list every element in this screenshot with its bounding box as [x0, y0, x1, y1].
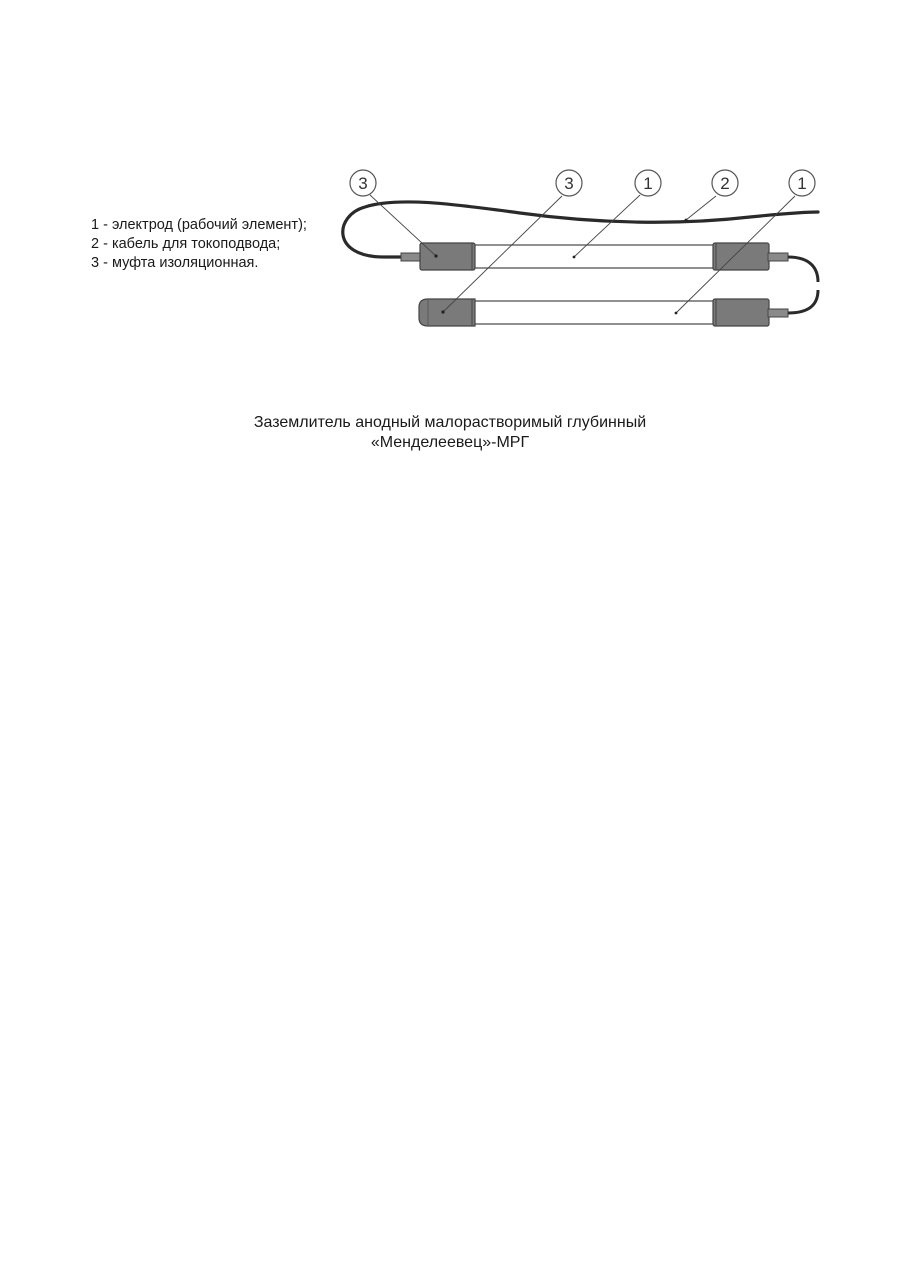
- lower-right-coupling: [713, 299, 769, 326]
- jumper-cable-lower: [788, 290, 818, 313]
- lower-left-coupling: [419, 299, 475, 326]
- leader-line-3a: [370, 195, 436, 256]
- upper-right-coupling: [713, 243, 769, 270]
- figure-caption: [0, 413, 900, 453]
- svg-text:2: 2: [720, 174, 730, 193]
- upper-electrode: [474, 245, 714, 268]
- lower-electrode: [474, 301, 714, 324]
- lower-right-connector: [768, 309, 788, 317]
- callout-3b: [556, 170, 582, 196]
- svg-text:1: 1: [797, 174, 807, 193]
- callout-3a: [350, 170, 376, 196]
- anode-grounding-diagram: [0, 0, 900, 400]
- jumper-cable: [788, 257, 818, 282]
- caption-line-2: «Менделеевец»-МРГ: [370, 434, 530, 451]
- legend-item-electrode: 1 - электрод (рабочий элемент);: [91, 217, 307, 233]
- caption-line-1: Заземлитель анодный малорастворимый глубинный: [253, 414, 647, 431]
- svg-text:3: 3: [358, 174, 368, 193]
- svg-text:1: 1: [643, 174, 653, 193]
- callout-1b: [789, 170, 815, 196]
- svg-text:3: 3: [564, 174, 574, 193]
- legend-item-coupling: 3 - муфта изоляционная.: [91, 255, 259, 271]
- leader-line-2: [686, 196, 716, 220]
- upper-left-coupling: [420, 243, 475, 270]
- callout-2: [712, 170, 738, 196]
- legend-item-cable: 2 - кабель для токоподвода;: [91, 236, 281, 252]
- upper-right-connector: [768, 253, 788, 261]
- upper-left-connector: [401, 253, 421, 261]
- callout-1a: [635, 170, 661, 196]
